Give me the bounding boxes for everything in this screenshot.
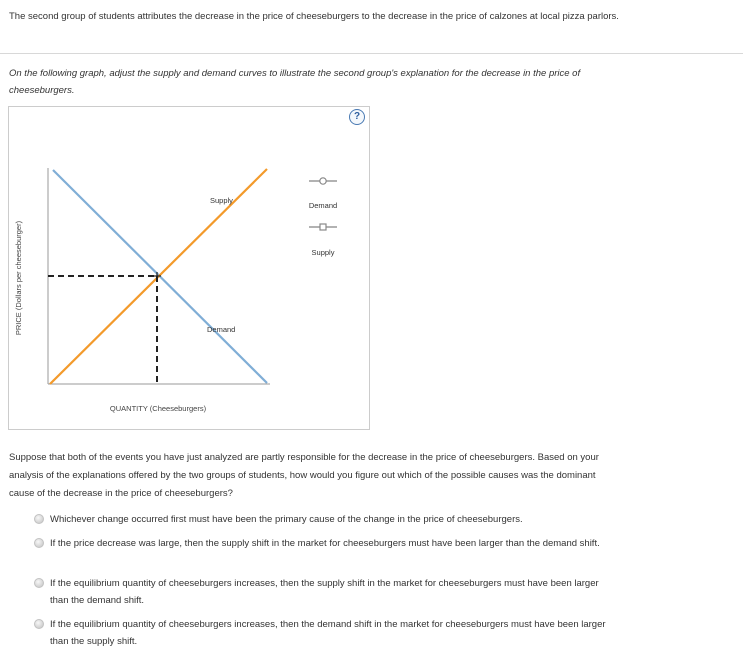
answer-option-label: If the equilibrium quantity of cheeseburgers increases, then the demand shift in the market for cheeseburgers must have been larger than the supply shift. <box>50 619 606 647</box>
supply-tool-handle[interactable] <box>320 224 326 230</box>
answer-option-4[interactable] <box>34 616 609 650</box>
help-icon[interactable]: ? <box>349 109 365 125</box>
answer-option-2[interactable] <box>34 535 609 552</box>
x-axis-label: QUANTITY (Cheeseburgers) <box>109 404 207 413</box>
radio-button-4[interactable] <box>34 619 44 629</box>
legend-supply-label: Supply <box>311 248 335 257</box>
intro-text: The second group of students attributes the decrease in the price of cheeseburgers to the decrease in the price of calzones at local pizza parlors. <box>9 11 619 22</box>
answer-option-label: If the equilibrium quantity of cheeseburgers increases, then the supply shift in the market for cheeseburgers must have been larger than the demand shift. <box>50 578 599 606</box>
question-text: Suppose that both of the events you have just analyzed are partly responsible for the decrease in the price of cheeseburgers. Based on your analysis of the explanations offered by the two groups of students, how would you figure out which of the possible causes was the dominant cause of the decrease in the price of cheeseburgers? <box>9 452 599 499</box>
demand-tool-handle[interactable] <box>320 178 326 184</box>
instruction-text: On the following graph, adjust the supply and demand curves to illustrate the second group's explanation for the decrease in the price of cheeseburgers. <box>9 68 581 96</box>
legend-supply-tool[interactable] <box>309 224 337 230</box>
demand-curve-label: Demand <box>207 325 236 334</box>
answer-option-label: Whichever change occurred first must have been the primary cause of the change in the price of cheeseburgers. <box>50 514 523 525</box>
radio-button-3[interactable] <box>34 578 44 588</box>
legend-demand-label: Demand <box>308 201 338 210</box>
answer-option-label: If the price decrease was large, then the supply shift in the market for cheeseburgers must have been larger than the demand shift. <box>50 538 600 549</box>
answer-option-3[interactable] <box>34 575 609 609</box>
y-axis-label: PRICE (Dollars per cheeseburger) <box>14 220 23 336</box>
legend-demand-tool[interactable] <box>309 178 337 184</box>
supply-curve-label: Supply <box>210 196 233 205</box>
equilibrium-point <box>153 272 161 280</box>
radio-button-2[interactable] <box>34 538 44 548</box>
answer-option-1[interactable] <box>34 511 609 528</box>
radio-button-1[interactable] <box>34 514 44 524</box>
